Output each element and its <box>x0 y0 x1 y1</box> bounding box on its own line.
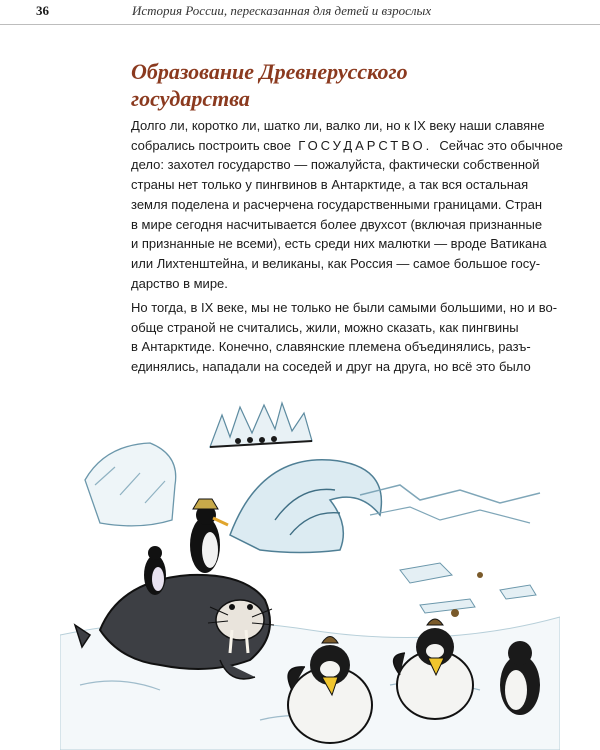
paragraph-1 <box>131 116 563 293</box>
chapter-title-line-1: Образование Древнерусского <box>131 59 408 84</box>
iceberg-left <box>85 443 176 526</box>
tiny-penguin <box>235 438 241 444</box>
running-title: История России, пересказанная для детей и взрослых <box>132 3 432 18</box>
text-line: и признанные не всеми), есть среди них малютки — вроде Ватикана <box>131 236 547 252</box>
iceberg-top <box>210 403 312 447</box>
ice-floe <box>400 563 452 583</box>
header-divider <box>0 24 600 25</box>
text-line: обще страной не считались, жили, можно сказать, как пингвины <box>131 319 519 335</box>
text-line: Долго ли, коротко ли, шатко ли, валко ли, но к IX веку наши славяне <box>131 118 545 133</box>
text-line: дело: захотел государство — пожалуйста, фактически собственной <box>131 157 540 173</box>
page-header <box>0 0 600 24</box>
chapter-title <box>131 58 551 112</box>
tiny-penguin <box>247 437 253 443</box>
text-line: дарство в мире. <box>131 275 228 291</box>
page-number: 36 <box>36 3 49 18</box>
text-line: в Антарктиде. Конечно, славянские племена объединялись, разъ- <box>131 339 531 355</box>
tiny-penguin <box>259 437 265 443</box>
text-line: или Лихтенштейна, и великаны, как Россия — самое большое госу- <box>131 255 541 271</box>
text-line: в мире сегодня насчитывается более двухсот (включая признанные <box>131 216 543 232</box>
ice-floe <box>420 599 475 613</box>
ocean-wave <box>230 460 540 553</box>
text-line: Но тогда, в IX веке, мы не только не были самыми большими, но и во- <box>131 300 558 315</box>
text-segment: Сейчас это обычное <box>439 137 563 153</box>
text-line: земля поделена и расчерчена государственными границами. Стран <box>131 196 543 212</box>
text-line: единялись, нападали на соседей и друг на друга, но всё это было <box>131 359 531 375</box>
penguin-rider <box>190 499 228 573</box>
emphasized-word: ГОСУДАРСТВО. <box>298 137 433 153</box>
acorn <box>477 572 483 578</box>
penguin-small <box>144 546 166 595</box>
acorn <box>451 609 459 617</box>
penguin-round-right <box>394 619 473 719</box>
paragraph-2 <box>131 298 556 377</box>
text-line <box>131 136 563 156</box>
ice-floe <box>500 585 536 599</box>
penguins-illustration <box>60 385 560 750</box>
text-line: страны нет только у пингвинов в Антарктиде, а так вся остальная <box>131 177 529 193</box>
chapter-title-line-2: государства <box>131 86 250 111</box>
tiny-penguin <box>271 436 277 442</box>
text-segment: собрались построить свое <box>131 137 292 153</box>
